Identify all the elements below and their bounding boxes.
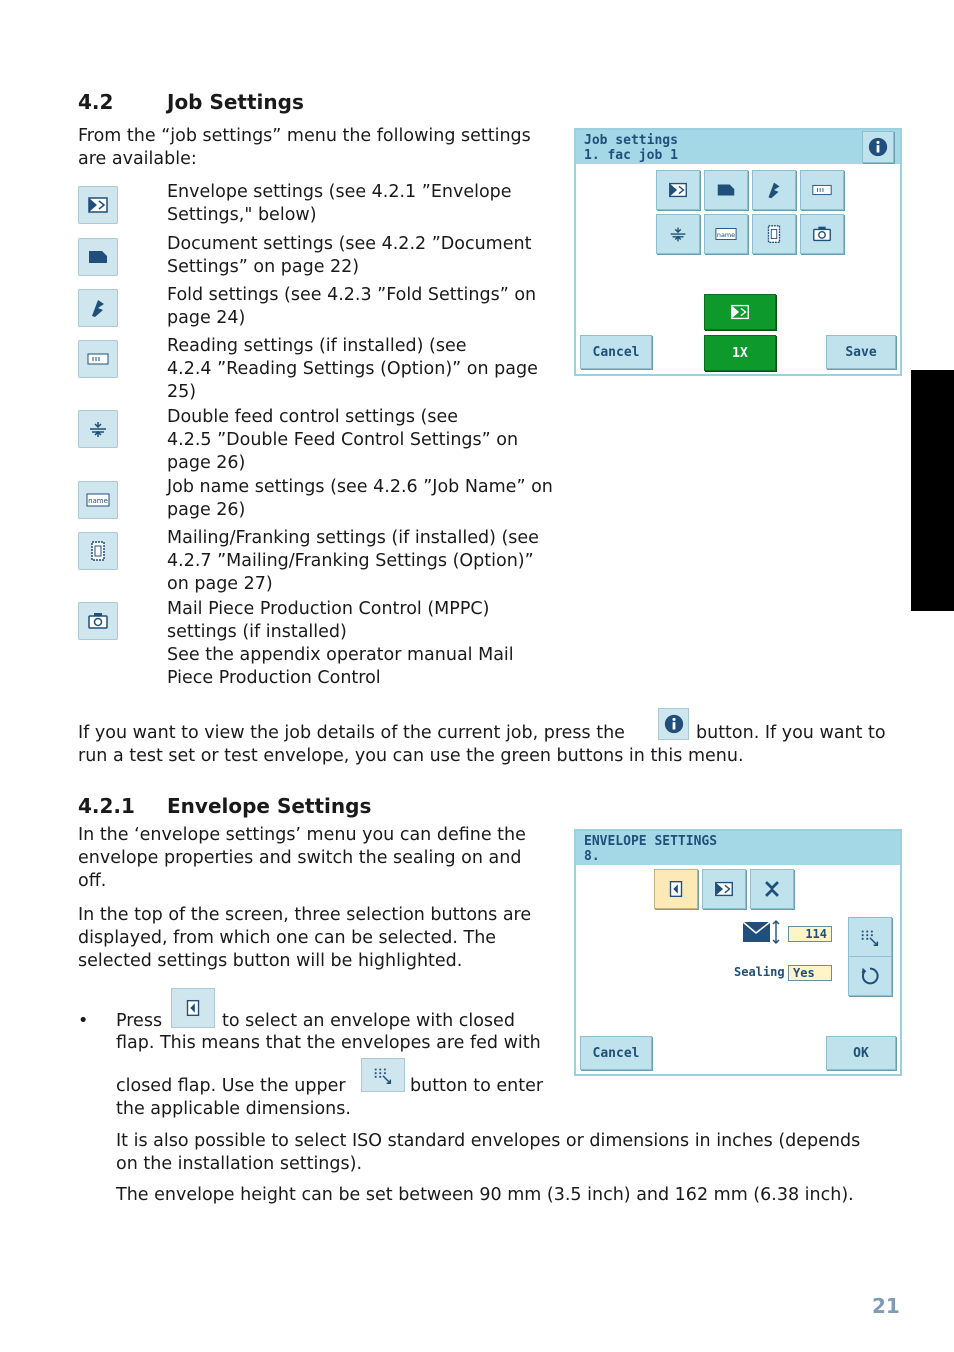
paragraph-line: In the ‘envelope settings’ menu you can define the [78,825,526,845]
camera-icon [811,223,833,245]
item-line: Settings," below) [167,205,317,225]
item-document-text [167,233,577,279]
cancel-button[interactable]: Cancel [580,335,652,369]
item-mppc-text [167,598,577,690]
closed-flap-icon [665,878,687,900]
envelope-settings-button[interactable] [656,170,700,210]
item-line: page 26) [167,500,246,520]
envelope-icon [667,179,689,201]
item-line: Job name settings (see 4.2.6 ”Job Name” on [167,477,553,497]
test-envelope-button[interactable] [704,294,776,330]
bullet-mark: • [78,1011,89,1031]
svg-text:name: name [88,497,108,505]
intro-line-1: From the “job settings” menu the following settings [78,126,531,146]
fold-icon [763,179,785,201]
info-paragraph-part-b: button. If you want to [696,723,886,743]
paragraph-line: envelope properties and switch the sealing on and [78,848,522,868]
screen-subtitle: 1. fac job 1 [584,148,678,163]
bullet-text-4: the applicable dimensions. [116,1099,351,1119]
item-envelope-text [167,181,577,227]
paragraph-line: off. [78,871,107,891]
item-line: 4.2.4 ”Reading Settings (Option)” on page [167,359,538,379]
document-settings-icon [78,238,118,276]
info-paragraph-part-c: run a test set or test envelope, you can use the green buttons in this menu. [78,746,744,766]
item-fold-text [167,284,577,330]
envelope-settings-icon [78,186,118,224]
fold-settings-icon [78,289,118,327]
item-line: See the appendix operator manual Mail [167,645,514,665]
paragraph-line: selected settings button will be highlighted. [78,951,463,971]
sealing-value-field[interactable]: Yes [788,965,832,981]
item-line: Double feed control settings (see [167,407,458,427]
test-1x-button[interactable]: 1X [704,335,776,371]
double-feed-icon [667,223,689,245]
sealing-toggle-button[interactable] [848,956,892,996]
double-feed-button[interactable] [656,214,700,254]
screen-subtitle: 8. [584,849,600,864]
item-line: 25) [167,382,197,402]
envelope-icon [729,301,751,323]
closed-flap-button[interactable] [654,869,698,909]
item-line: Piece Production Control [167,668,381,688]
mailing-icon [763,223,785,245]
envelope-paragraph-4: The envelope height can be set between 90 mm (3.5 inch) and 162 mm (6.38 inch). [116,1185,854,1205]
envelope-paragraph-1 [78,824,558,893]
job-settings-screen [574,128,902,376]
item-line: Settings” on page 22) [167,257,360,277]
item-line: Reading settings (if installed) (see [167,336,467,356]
mppc-camera-icon [78,602,118,640]
page-number: 21 [872,1294,900,1318]
double-feed-icon [78,410,118,448]
job-name-icon [78,481,118,519]
envelope-paragraph-3 [116,1130,916,1176]
bullet-text-2: flap. This means that the envelopes are fed with [116,1033,541,1053]
document-settings-button[interactable] [704,170,748,210]
dimensions-button[interactable] [848,917,892,957]
item-reading-text [167,335,577,404]
open-flap-icon [713,878,735,900]
reading-settings-button[interactable] [800,170,844,210]
item-line: Mail Piece Production Control (MPPC) [167,599,490,619]
save-button[interactable]: Save [826,335,896,369]
item-line: 4.2.7 ”Mailing/Franking Settings (Option)” [167,551,534,571]
dimensions-icon [859,926,881,948]
mailing-franking-icon [78,532,118,570]
job-name-icon-text: name [716,230,736,239]
item-line: Mailing/Franking settings (if installed) (see [167,528,539,548]
info-paragraph-part-a: If you want to view the job details of the current job, press the [78,723,625,743]
envelope-settings-screen [574,829,902,1076]
intro-line-2: are available: [78,149,197,169]
paragraph-line: displayed, from which one can be selected. The [78,928,497,948]
sealing-label: Sealing [734,965,785,979]
section-number-4-2-1: 4.2.1 [78,794,135,818]
cancel-button[interactable]: Cancel [580,1036,652,1070]
no-envelope-icon [761,878,783,900]
inline-dimensions-icon [361,1058,405,1092]
info-icon [867,136,889,158]
rotate-icon [859,965,881,987]
item-double-feed-text [167,406,577,475]
job-name-button[interactable] [704,214,748,254]
paragraph-line: In the top of the screen, three selection buttons are [78,905,532,925]
reading-icon [811,179,833,201]
inline-info-icon [658,708,689,740]
envelope-paragraph-2 [78,904,558,973]
screen-header [576,130,900,164]
item-line: page 26) [167,453,246,473]
item-job-name-text [167,476,587,522]
no-envelope-button[interactable] [750,869,794,909]
section-title-job-settings: Job Settings [167,90,304,114]
envelope-height-icon [742,919,782,945]
item-line: on page 27) [167,574,273,594]
screen-title: ENVELOPE SETTINGS [584,834,718,849]
screen-header [576,831,900,865]
section-title-envelope-settings: Envelope Settings [167,794,372,818]
section-number-4-2: 4.2 [78,90,114,114]
item-line: Document settings (see 4.2.2 ”Document [167,234,532,254]
mailing-franking-button[interactable] [752,214,796,254]
document-icon [715,179,737,201]
item-line: 4.2.5 ”Double Feed Control Settings” on [167,430,519,450]
paragraph-line: It is also possible to select ISO standard envelopes or dimensions in inches (depends [116,1131,861,1151]
paragraph-line: on the installation settings). [116,1154,363,1174]
chapter-tab-marker [911,370,954,611]
fold-settings-button[interactable] [752,170,796,210]
reading-settings-icon [78,340,118,378]
bullet-text-1: to select an envelope with closed [222,1011,515,1031]
envelope-height-field[interactable]: 114 [788,926,832,942]
mppc-button[interactable] [800,214,844,254]
inline-closed-flap-icon [171,988,215,1028]
bullet-text-3b: button to enter [410,1076,544,1096]
item-line: Envelope settings (see 4.2.1 ”Envelope [167,182,512,202]
info-button[interactable] [862,131,894,163]
job-name-icon [715,223,737,245]
bullet-press-text: Press [116,1011,163,1031]
ok-button[interactable]: OK [826,1036,896,1070]
open-flap-button[interactable] [702,869,746,909]
item-mailing-text [167,527,577,596]
item-line: page 24) [167,308,246,328]
item-line: settings (if installed) [167,622,347,642]
item-line: Fold settings (see 4.2.3 ”Fold Settings” on [167,285,537,305]
screen-title: Job settings [584,133,678,148]
bullet-text-3a: closed flap. Use the upper [116,1076,346,1096]
